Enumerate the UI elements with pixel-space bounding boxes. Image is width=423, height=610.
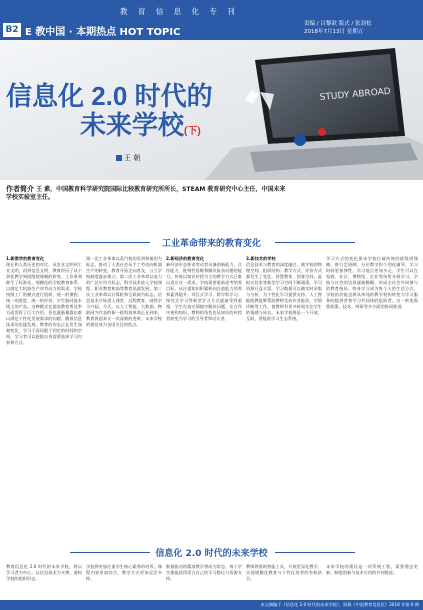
- headline-part-label: (下): [184, 126, 201, 137]
- body-column-10: 未来学校的建设是一项系统工程，需要理念更新、制度创新与技术应用的共同推进。: [326, 564, 418, 575]
- author-name: 王 朝: [124, 154, 141, 162]
- header-tagline: 教 育 信 息 化 专 刊: [120, 7, 239, 16]
- section-title: E 教中国 · 本期热点 HOT TOPIC: [25, 27, 181, 38]
- body-column-9: 教师将借助智能工具，开展差异化教学，实现规模化教育与个性化培养的有机结合。: [246, 564, 322, 581]
- body-column-2: 第一次工业革命以蒸汽机的发明和使用为标志，推动了人类社会从手工劳动向机器生产的转变。教育开始走向普及，公立学校制度逐步建立。第二次工业革命以电力的广泛应用为标志，科学技术进入学校课程，职业教育和高等教育迅速发展。第三次工业革命以计算机和互联网为标志，信息技术开始进入课堂，远程教育、网络学习兴起。今天，以人工智能、大数据、物联网为代表的新一轮科技革命正在到来，教育将迎来又一次深刻的变革，未来学校的建设成为各国关注的焦点。: [86, 256, 162, 327]
- body-column-7: 学校将更加注重学生核心素养的培养，课程内容更加综合，教学方式更加灵活多样。: [86, 564, 162, 581]
- author-marker-icon: [116, 155, 122, 161]
- author-bio-text: 王 素，中国教育科学研究院国际比较教育研究所所长，STEAM 教育研究中心主任，中国未来学校实验室主任。: [6, 186, 286, 201]
- body-column-3: 2.新经济的教育变化 新经济形态要求劳动者具备创新能力、合作能力、批判性思维和解决复杂问题的能力。传统以知识传授为主的教学方式已难以适应这一需求。学校需要重新思考培养目标，从注重知识积累转向注重能力培养和素养提升。项目式学习、跨学科学习、探究式学习等新型学习方式逐渐受到重视，学生在真实情境中解决问题，在合作中建构知识。教师的角色也从知识的传授者转变为学习的引导者和设计者。: [166, 256, 242, 321]
- body-column-5: 学习方式的变化要求学校打破传统的班级授课制，推行走班制、分层教学和个别化辅导。学习时间更加弹性，学习地点更加多元，学生可以在家庭、社区、博物馆、企业等场所开展学习。学校与社会的边界逐渐模糊，形成全社会共同参与的教育格局。终身学习成为每个人的生活方式，学校的功能也将从单纯的教学机构转变为学习服务的提供者和学习共同体的组织者。这一转变需要政策、技术、师资等多方面的协同推进。: [326, 256, 418, 309]
- subhead-3: 3.新技术的学校: [246, 256, 276, 261]
- subhead-1: 1.新教学的教育变化: [6, 256, 45, 261]
- section-heading-industrial: 工业革命带来的教育变化: [161, 239, 261, 249]
- editor-line: 责编 / 吕黎歆 版式 / 张劲松: [304, 21, 372, 27]
- footer-bar: 本文摘编于《信息化 2.0 时代的未来学校》，原载《中国教育信息化》2018 年第 6 期: [0, 600, 423, 610]
- page-number-badge: B2: [3, 23, 21, 37]
- pin-icon: [318, 128, 326, 136]
- laptop-screen-text: STUDY ABROAD: [319, 86, 392, 103]
- body-column-8: 数据驱动的精准教学将成为常态，每个学生都能获得适合自己的学习路径与资源支持。: [166, 564, 242, 581]
- headline-line-1: 信息化 2.0 时代的: [6, 81, 213, 111]
- globe-icon: [294, 134, 306, 146]
- subhead-2: 2.新经济的教育变化: [166, 256, 205, 261]
- editor-meta: [304, 20, 418, 36]
- section-heading-future-school: 信息化 2.0 时代的未来学校: [155, 549, 268, 559]
- body-column-4: 3.新技术的学校 信息技术与教育的深度融合，使学校的物理空间、组织结构、教学方式、评价方式都发生了变化。智慧教室、创客空间、虚拟实验室等新型学习空间不断涌现，学习资源日益丰富，学习数据可以被实时采集与分析，为个性化学习提供支持。人工智能助教能够帮助教师完成作业批改、学情诊断等工作，使教师有更多时间关注学生的情感与成长。未来学校将是一个开放、互联、智能的学习生态系统。: [246, 256, 322, 321]
- headline-line-2-text: 未来学校: [80, 110, 185, 140]
- body-column-1: 1.新教学的教育变化 现在和人类历史的对比。从农业文明到工业文明，再到信息文明，教育经历了从个别化教学到班级授课制的转变。工业革命催生了标准化、规模化的学校教育体系，以满足大机器生产对劳动力的需求。学校按照工厂的模式进行组织，统一的课程、统一的进度、统一的评价，学生如同流水线上的产品。这种模式在提高教育普及率方面发挥了巨大作用，但也逐渐暴露出难以满足个性化发展需求的问题。随着信息技术的迅猛发展，教育的形态正在发生深刻变化，学习不再局限于固定的时间和空间，学习者可以根据自身需要选择学习内容和方式。: [6, 256, 82, 345]
- author-line: [116, 153, 140, 163]
- headline-line-2: [80, 105, 201, 142]
- body-column-6: 教育信息化 2.0 时代的未来学校，将以学习者为中心，以信息技术为支撑，重构学校的组织形态。: [6, 564, 82, 581]
- author-bio-label: 作者简介: [6, 185, 34, 193]
- author-bio: [6, 185, 286, 202]
- date-line: 2018年7月13日 星期五: [304, 29, 364, 35]
